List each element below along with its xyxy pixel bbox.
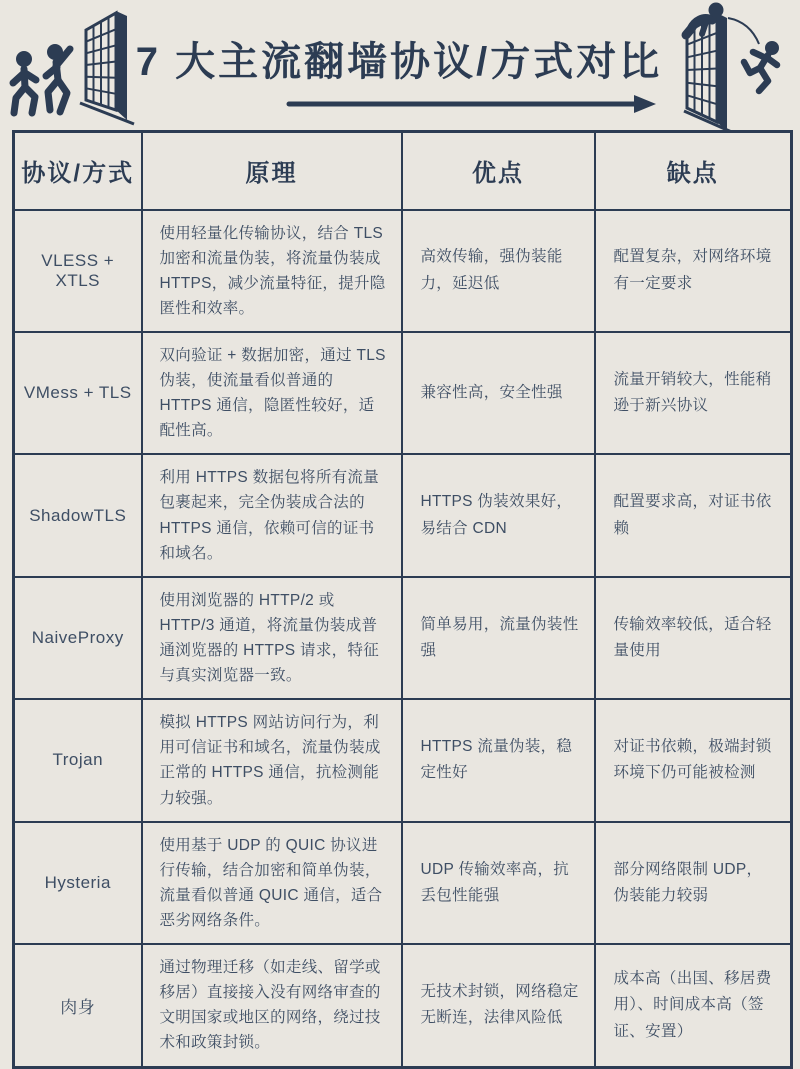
cons-cell: 流量开销较大，性能稍逊于新兴协议 xyxy=(595,332,792,454)
climb-over-wall-svg xyxy=(660,0,790,135)
person-a xyxy=(13,69,36,113)
protocol-cell: Trojan xyxy=(14,699,142,821)
principle-cell: 使用轻量化传输协议，结合 TLS 加密和流量伪装，将流量伪装成 HTTPS，减少流量特征，提升隐匿性和效率。 xyxy=(142,210,402,332)
cons-cell: 对证书依赖，极端封锁环境下仍可能被检测 xyxy=(595,699,792,821)
table-row xyxy=(14,210,792,332)
principle-cell: 使用基于 UDP 的 QUIC 协议进行传输，结合加密和简单伪装，流量看似普通 QUIC 通信，适合恶劣网络条件。 xyxy=(142,822,402,944)
table-row xyxy=(14,822,792,944)
cons-cell: 成本高（出国、移居费用）、时间成本高（签证、安置） xyxy=(595,944,792,1067)
column-header-principle: 原理 xyxy=(142,132,402,210)
table-row xyxy=(14,699,792,821)
principle-cell: 利用 HTTPS 数据包将所有流量包裹起来，完全伪装成合法的 HTTPS 通信，依赖可信的证书和域名。 xyxy=(142,454,402,576)
protocol-cell: NaiveProxy xyxy=(14,577,142,699)
cons-cell: 传输效率较低，适合轻量使用 xyxy=(595,577,792,699)
protocol-cell: Hysteria xyxy=(14,822,142,944)
pros-cell: HTTPS 流量伪装，稳定性好 xyxy=(402,699,595,821)
protocol-cell: VLESS + XTLS xyxy=(14,210,142,332)
right-arrow-svg xyxy=(286,93,658,113)
column-header-protocol: 协议/方式 xyxy=(14,132,142,210)
cons-cell: 配置复杂，对网络环境有一定要求 xyxy=(595,210,792,332)
principle-cell: 模拟 HTTPS 网站访问行为，利用可信证书和域名，流量伪装成正常的 HTTPS 通信，抗检测能力较强。 xyxy=(142,699,402,821)
principle-cell: 通过物理迁移（如走线、留学或移居）直接接入没有网络审查的文明国家或地区的网络，绕过技术和政策封锁。 xyxy=(142,944,402,1067)
table-row xyxy=(14,454,792,576)
pros-cell: 兼容性高，安全性强 xyxy=(402,332,595,454)
page-title: 7 大主流翻墙协议/方式对比 xyxy=(135,40,663,84)
people-before-wall-icon xyxy=(4,0,144,137)
comparison-table xyxy=(12,130,793,1069)
pros-cell: 高效传输，强伪装能力，延迟低 xyxy=(402,210,595,332)
pros-cell: HTTPS 伪装效果好，易结合 CDN xyxy=(402,454,595,576)
protocol-cell: VMess + TLS xyxy=(14,332,142,454)
pros-cell: 简单易用，流量伪装性强 xyxy=(402,577,595,699)
pros-cell: UDP 传输效率高，抗丢包性能强 xyxy=(402,822,595,944)
people-before-wall-svg xyxy=(4,0,144,132)
table-row xyxy=(14,944,792,1067)
principle-cell: 双向验证 + 数据加密，通过 TLS 伪装，使流量看似普通的 HTTPS 通信，隐匿性较好，适配性高。 xyxy=(142,332,402,454)
table-row xyxy=(14,577,792,699)
right-arrow-icon xyxy=(286,93,658,118)
table-row xyxy=(14,332,792,454)
column-header-pros: 优点 xyxy=(402,132,595,210)
jump-trajectory-line xyxy=(728,18,759,44)
person-climbing-over-wall-icon xyxy=(660,0,790,140)
column-header-cons: 缺点 xyxy=(595,132,792,210)
table-header-row xyxy=(14,132,792,210)
principle-cell: 使用浏览器的 HTTP/2 或 HTTP/3 通道，将流量伪装成普通浏览器的 HTTPS 请求，特征与真实浏览器一致。 xyxy=(142,577,402,699)
pros-cell: 无技术封锁，网络稳定无断连，法律风险低 xyxy=(402,944,595,1067)
cons-cell: 配置要求高，对证书依赖 xyxy=(595,454,792,576)
cons-cell: 部分网络限制 UDP，伪装能力较弱 xyxy=(595,822,792,944)
falling-person xyxy=(744,52,777,91)
protocol-cell: 肉身 xyxy=(14,944,142,1067)
header xyxy=(0,0,800,130)
protocol-cell: ShadowTLS xyxy=(14,454,142,576)
